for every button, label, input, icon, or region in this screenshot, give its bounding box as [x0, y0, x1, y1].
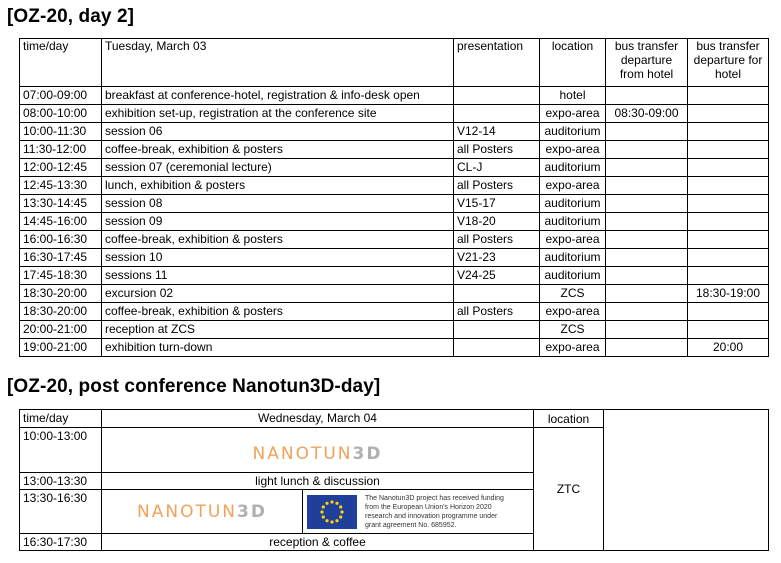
time-cell: 20:00-21:00 — [20, 321, 102, 339]
activity-cell: session 08 — [102, 195, 454, 213]
day2-title: [OZ-20, day 2] — [7, 6, 135, 27]
time-cell: 13:30-16:30 — [20, 490, 102, 534]
activity-cell: reception & coffee — [102, 534, 534, 551]
location-cell: auditorium — [540, 249, 606, 267]
header-presentation: presentation — [454, 39, 540, 87]
location-cell: auditorium — [540, 123, 606, 141]
time-cell: 10:00-13:00 — [20, 428, 102, 473]
presentation-cell: V12-14 — [454, 123, 540, 141]
bus-for-cell: 20:00 — [688, 339, 769, 357]
time-cell: 18:30-20:00 — [20, 303, 102, 321]
table-row — [20, 249, 769, 267]
activity-cell: excursion 02 — [102, 285, 454, 303]
time-cell: 07:00-09:00 — [20, 87, 102, 105]
presentation-cell — [454, 87, 540, 105]
nanotun3d-logo: NANOTUN3D — [252, 443, 383, 464]
bus-for-cell — [688, 177, 769, 195]
activity-cell: session 10 — [102, 249, 454, 267]
header-time: time/day — [20, 39, 102, 87]
header-bus-for: bus transfer departure for hotel — [688, 39, 769, 87]
time-cell: 14:45-16:00 — [20, 213, 102, 231]
activity-cell: coffee-break, exhibition & posters — [102, 231, 454, 249]
day2-schedule-table — [19, 38, 769, 357]
location-cell: expo-area — [540, 105, 606, 123]
bus-for-cell — [688, 231, 769, 249]
header-location: location — [540, 39, 606, 87]
bus-for-cell — [688, 267, 769, 285]
eu-notice-line: research and innovation programme under — [365, 512, 498, 520]
time-cell: 16:30-17:45 — [20, 249, 102, 267]
location-cell: expo-area — [540, 141, 606, 159]
activity-cell: reception at ZCS — [102, 321, 454, 339]
presentation-cell: all Posters — [454, 303, 540, 321]
table-row — [20, 267, 769, 285]
activity-cell: light lunch & discussion — [102, 473, 534, 490]
bus-from-cell — [606, 339, 688, 357]
activity-cell: session 06 — [102, 123, 454, 141]
activity-cell: lunch, exhibition & posters — [102, 177, 454, 195]
location-cell: expo-area — [540, 303, 606, 321]
activity-cell: session 09 — [102, 213, 454, 231]
header-day: Tuesday, March 03 — [102, 39, 454, 87]
location-cell: auditorium — [540, 267, 606, 285]
bus-for-cell — [688, 195, 769, 213]
location-cell: auditorium — [540, 195, 606, 213]
nanotun3d-schedule-table — [19, 409, 769, 551]
location-cell: hotel — [540, 87, 606, 105]
bus-for-cell — [688, 105, 769, 123]
table-row — [20, 177, 769, 195]
activity-cell: sessions 11 — [102, 267, 454, 285]
bus-for-cell — [688, 321, 769, 339]
empty-cell — [604, 410, 769, 551]
eu-flag-icon — [307, 495, 357, 529]
activity-cell: breakfast at conference-hotel, registration & info-desk open — [102, 87, 454, 105]
table-row — [20, 339, 769, 357]
time-cell: 19:00-21:00 — [20, 339, 102, 357]
time-cell: 17:45-18:30 — [20, 267, 102, 285]
location-cell: expo-area — [540, 231, 606, 249]
location-value: ZTC — [534, 428, 604, 551]
presentation-cell: V24-25 — [454, 267, 540, 285]
eu-funding-notice — [303, 494, 504, 530]
table-row — [20, 195, 769, 213]
nanotun3d-logo-cell — [102, 428, 534, 473]
time-cell: 08:00-10:00 — [20, 105, 102, 123]
eu-notice-line: The Nanotun3D project has received funding — [365, 494, 504, 502]
bus-for-cell — [688, 159, 769, 177]
time-cell: 13:30-14:45 — [20, 195, 102, 213]
table-row — [20, 123, 769, 141]
eu-notice-line: grant agreement No. 685952. — [365, 521, 457, 529]
location-cell: auditorium — [540, 213, 606, 231]
presentation-cell — [454, 321, 540, 339]
header-day: Wednesday, March 04 — [102, 410, 534, 428]
presentation-cell: CL-J — [454, 159, 540, 177]
bus-from-cell — [606, 177, 688, 195]
bus-from-cell — [606, 141, 688, 159]
nanotun3d-logo: NANOTUN3D — [137, 501, 267, 522]
bus-from-cell — [606, 267, 688, 285]
bus-for-cell: 18:30-19:00 — [688, 285, 769, 303]
time-cell: 16:30-17:30 — [20, 534, 102, 551]
location-cell: expo-area — [540, 339, 606, 357]
bus-for-cell — [688, 141, 769, 159]
bus-for-cell — [688, 303, 769, 321]
table-row — [20, 213, 769, 231]
activity-cell: exhibition turn-down — [102, 339, 454, 357]
bus-from-cell — [606, 285, 688, 303]
activity-cell: exhibition set-up, registration at the conference site — [102, 105, 454, 123]
bus-for-cell — [688, 213, 769, 231]
time-cell: 16:00-16:30 — [20, 231, 102, 249]
bus-from-cell — [606, 123, 688, 141]
table-row — [20, 141, 769, 159]
bus-from-cell — [606, 159, 688, 177]
bus-from-cell — [606, 321, 688, 339]
bus-from-cell — [606, 231, 688, 249]
bus-for-cell — [688, 123, 769, 141]
table-row — [20, 285, 769, 303]
bus-from-cell: 08:30-09:00 — [606, 105, 688, 123]
eu-notice-line: from the European Union's Horizon 2020 — [365, 503, 492, 511]
table-row — [20, 87, 769, 105]
presentation-cell: V18-20 — [454, 213, 540, 231]
activity-cell: coffee-break, exhibition & posters — [102, 303, 454, 321]
bus-from-cell — [606, 195, 688, 213]
bus-for-cell — [688, 87, 769, 105]
presentation-cell: all Posters — [454, 141, 540, 159]
location-cell: ZCS — [540, 321, 606, 339]
activity-cell: session 07 (ceremonial lecture) — [102, 159, 454, 177]
nanotun3d-header-row — [20, 410, 769, 428]
presentation-cell: all Posters — [454, 177, 540, 195]
time-cell: 12:00-12:45 — [20, 159, 102, 177]
bus-from-cell — [606, 249, 688, 267]
header-time: time/day — [20, 410, 102, 428]
day2-header-row — [20, 39, 769, 87]
bus-for-cell — [688, 249, 769, 267]
presentation-cell — [454, 105, 540, 123]
presentation-cell: V15-17 — [454, 195, 540, 213]
presentation-cell: all Posters — [454, 231, 540, 249]
table-row — [20, 105, 769, 123]
table-row — [20, 159, 769, 177]
time-cell: 12:45-13:30 — [20, 177, 102, 195]
table-row — [20, 321, 769, 339]
activity-cell: coffee-break, exhibition & posters — [102, 141, 454, 159]
presentation-cell — [454, 285, 540, 303]
header-bus-from: bus transfer departure from hotel — [606, 39, 688, 87]
location-cell: ZCS — [540, 285, 606, 303]
header-location: location — [534, 410, 604, 428]
bus-from-cell — [606, 303, 688, 321]
time-cell: 18:30-20:00 — [20, 285, 102, 303]
table-row — [20, 231, 769, 249]
time-cell: 11:30-12:00 — [20, 141, 102, 159]
bus-from-cell — [606, 213, 688, 231]
sponsor-logos-cell — [102, 490, 534, 534]
location-cell: expo-area — [540, 177, 606, 195]
location-cell: auditorium — [540, 159, 606, 177]
time-cell: 10:00-11:30 — [20, 123, 102, 141]
presentation-cell: V21-23 — [454, 249, 540, 267]
bus-from-cell — [606, 87, 688, 105]
table-row — [20, 303, 769, 321]
nanotun3d-day-title: [OZ-20, post conference Nanotun3D-day] — [7, 376, 381, 397]
time-cell: 13:00-13:30 — [20, 473, 102, 490]
presentation-cell — [454, 339, 540, 357]
